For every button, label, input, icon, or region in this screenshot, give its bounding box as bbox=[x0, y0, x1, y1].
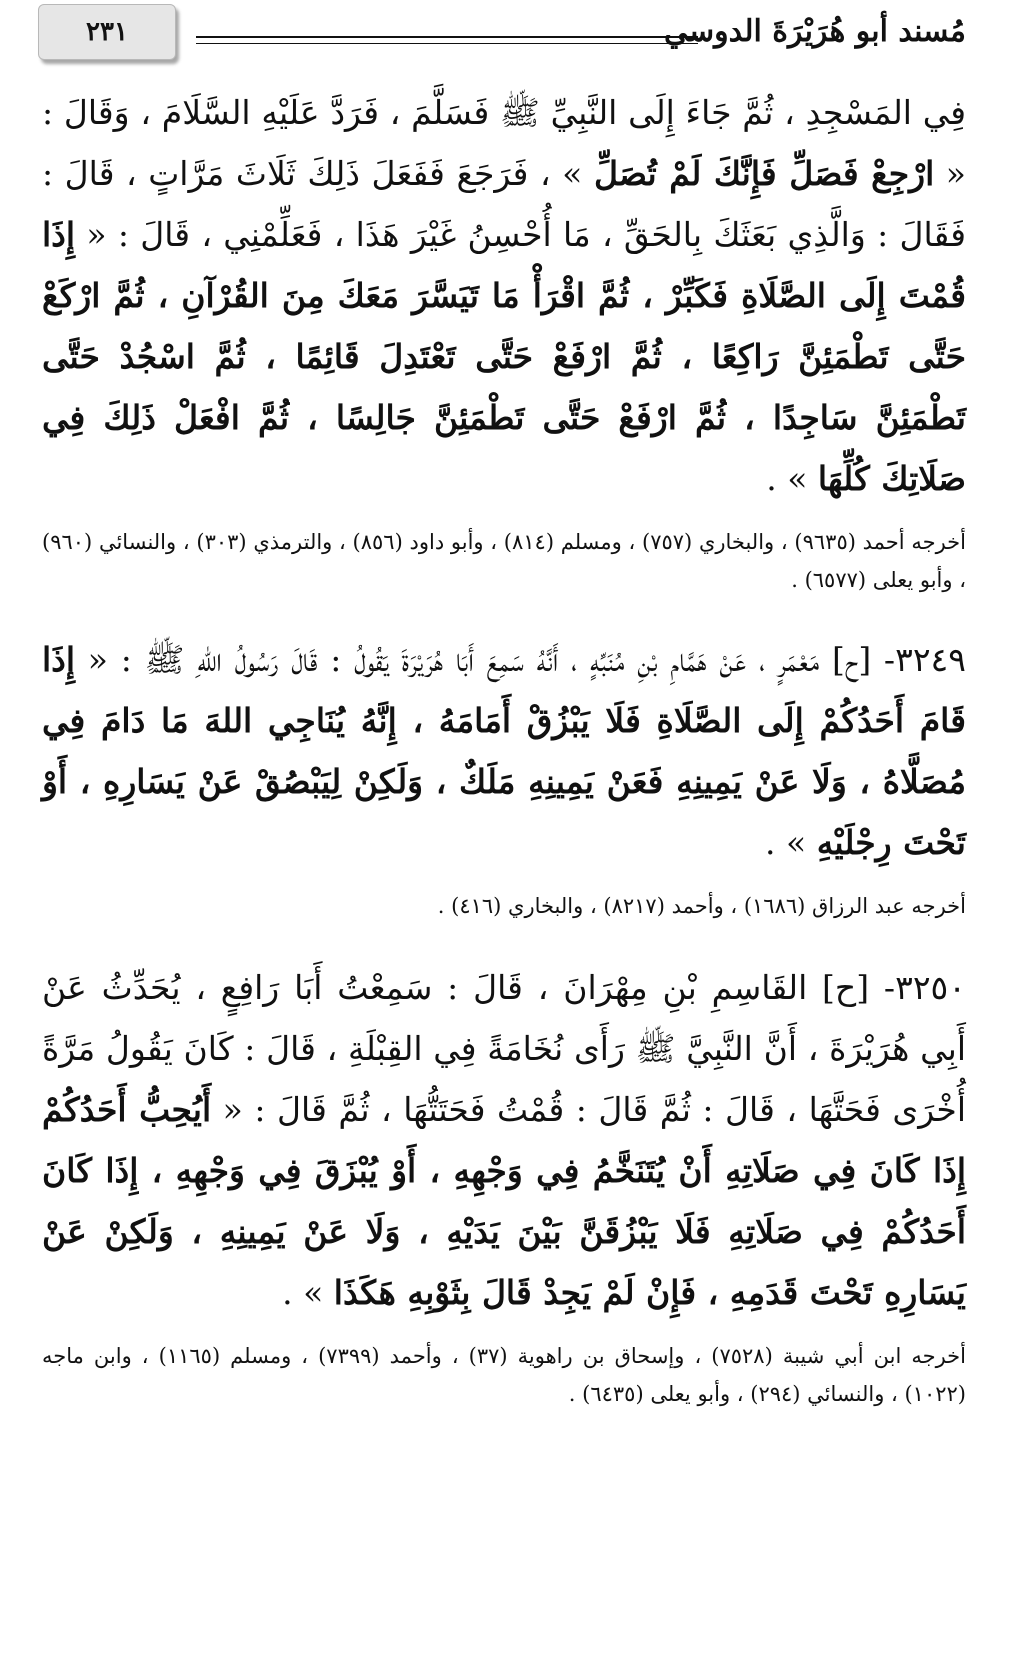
hadith-3249 bbox=[42, 629, 966, 873]
narration-text: فِي المَسْجِدِ ، ثُمَّ جَاءَ إِلَى النَّبِيِّ ﷺ فَسَلَّمَ ، فَرَدَّ عَلَيْهِ السَّلَامَ ، وَقَالَ : « bbox=[42, 93, 966, 193]
prophetic-saying: أَيُحِبُّ أَحَدُكُمْ إِذَا كَانَ فِي صَلَاتِهِ أَنْ يُتَنَخَّمُ فِي وَجْهِهِ ، أَوْ يُبْزَقَ فِي وَجْهِهِ ، إِذَا كَانَ أَحَدُكُمْ فِي صَلَاتِهِ فَلَا يَبْزُقَنَّ بَيْنَ يَدَيْهِ ، وَلَا عَنْ يَمِينِهِ ، وَلَكِنْ عَنْ يَسَارِهِ تَحْتَ قَدَمِهِ ، فَإِنْ لَمْ يَجِدْ قَالَ بِثَوْبِهِ هَكَذَا bbox=[42, 1090, 966, 1312]
takhrij-note: أخرجه أحمد (٩٦٣٥) ، والبخاري (٧٥٧) ، ومسلم (٨١٤) ، وأبو داود (٨٥٦) ، والترمذي (٣٠٣) ، والنسائي (٩٦٠) ، وأبو يعلى (٦٥٧٧) . bbox=[42, 530, 966, 592]
takhrij-note: أخرجه عبد الرزاق (١٦٨٦) ، وأحمد (٨٢١٧) ، والبخاري (٤١٦) . bbox=[437, 894, 966, 918]
narration-text: » . bbox=[766, 459, 818, 498]
takhrij-note: أخرجه ابن أبي شيبة (٧٥٢٨) ، وإسحاق بن راهوية (٣٧) ، وأحمد (٧٣٩٩) ، ومسلم (١١٦٥) ، وابن ماجه (١٠٢٢) ، والنسائي (٢٩٤) ، وأبو يعلى (٦٤٣٥) . bbox=[42, 1344, 966, 1406]
page-number: ٢٣١ bbox=[38, 4, 176, 60]
header-rule bbox=[196, 36, 698, 44]
prophetic-saying: ارْجِعْ فَصَلِّ فَإِنَّكَ لَمْ تُصَلِّ bbox=[593, 154, 935, 193]
narration-text: ٣٢٥٠- [ح] القَاسِمِ بْنِ مِهْرَانَ ، قَالَ : سَمِعْتُ أَبَا رَافِعٍ ، يُحَدِّثُ عَنْ أَبِي هُرَيْرَةَ ، أَنَّ النَّبِيَّ ﷺ رَأَى نُخَامَةً فِي القِبْلَةِ ، قَالَ : كَانَ يَقُولُ مَرَّةً أُخْرَى فَحَتَّهَا ، قَالَ : ثُمَّ قَالَ : قُمْتُ فَحَتَتُّهَا ، ثُمَّ قَالَ : « bbox=[42, 968, 966, 1129]
narration-text: » . bbox=[282, 1273, 334, 1312]
narration-text: » ، فَرَجَعَ فَفَعَلَ ذَلِكَ ثَلَاثَ مَرَّاتٍ ، قَالَ : فَقَالَ : وَالَّذِي بَعَثَكَ بِالحَقِّ ، مَا أُحْسِنُ غَيْرَ هَذَا ، فَعَلِّمْنِي ، قَالَ : « bbox=[42, 154, 966, 254]
page-body bbox=[42, 82, 966, 1413]
narration-text: » . bbox=[765, 823, 817, 862]
prophetic-saying: إِذَا قَامَ أَحَدُكُمْ إِلَى الصَّلَاةِ فَلَا يَبْزُقْ أَمَامَهُ ، إِنَّهُ يُنَاجِي اللهَ مَا دَامَ فِي مُصَلَّاهُ ، وَلَا عَنْ يَمِينِهِ فَعَنْ يَمِينِهِ مَلَكٌ ، وَلَكِنْ لِيَبْصُقْ عَنْ يَسَارِهِ ، أَوْ تَحْتَ رِجْلَيْهِ bbox=[42, 640, 966, 862]
page-header bbox=[0, 0, 1010, 70]
narration-text: ٣٢٤٩- [ح] مَعْمَرٍ ، عَنْ هَمَّامِ بْنِ مُنَبِّهٍ ، أَنَّهُ سَمِعَ أَبَا هُرَيْرَةَ يَقُولُ : قَالَ رَسُولُ اللهِ ﷺ : « bbox=[75, 640, 966, 679]
hadith-continuation bbox=[42, 82, 966, 509]
prophetic-saying: إِذَا قُمْتَ إِلَى الصَّلَاةِ فَكَبِّرْ ، ثُمَّ اقْرَأْ مَا تَيَسَّرَ مَعَكَ مِنَ القُرْآنِ ، ثُمَّ ارْكَعْ حَتَّى تَطْمَئِنَّ رَاكِعًا ، ثُمَّ ارْفَعْ حَتَّى تَعْتَدِلَ قَائِمًا ، ثُمَّ اسْجُدْ حَتَّى تَطْمَئِنَّ سَاجِدًا ، ثُمَّ ارْفَعْ حَتَّى تَطْمَئِنَّ جَالِسًا ، ثُمَّ افْعَلْ ذَلِكَ فِي صَلَاتِكَ كُلِّهَا bbox=[42, 215, 966, 498]
book-title: مُسند أبو هُرَيْرَةَ الدوسي bbox=[664, 14, 966, 49]
hadith-3250 bbox=[42, 957, 966, 1323]
